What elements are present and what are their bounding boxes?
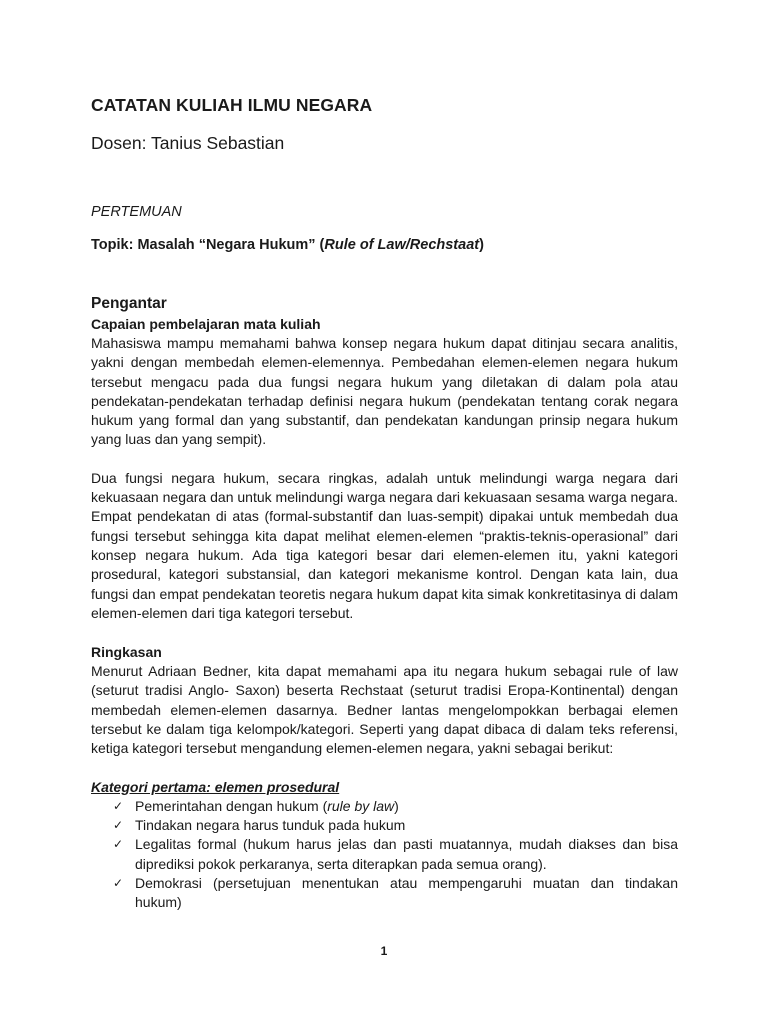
intro-paragraph: Mahasiswa mampu memahami bahwa konsep negara hukum dapat ditinjau secara analitis, yakni dengan membedah elemen-elemennya. Pembedahan elemen-elemen negara hukum tersebut mengacu pada dua fungsi negara hukum yang diletakan di dalam pola atau pendekatan-pendekatan terhadap definisi negara hukum (pendekatan tentang corak negara hukum yang formal dan yang substantif, dan pendekatan kandungan prinsip negara hukum yang luas dan yang sempit). <box>91 335 678 448</box>
topic-suffix: ) <box>479 237 484 253</box>
list-item-text: Tindakan negara harus tunduk pada hukum <box>135 816 406 833</box>
document-title: CATATAN KULIAH ILMU NEGARA <box>91 95 373 115</box>
checkmark-icon: ✓ <box>113 798 124 813</box>
topic-italic: Rule of Law/Rechstaat <box>324 237 480 253</box>
category-one-title: Kategori pertama: elemen prosedural <box>91 778 340 795</box>
meeting-label: PERTEMUAN <box>91 204 182 220</box>
document-page <box>91 92 678 912</box>
list-item-text <box>135 797 678 816</box>
item-italic: rule by law <box>327 797 395 814</box>
intro-paragraph: Dua fungsi negara hukum, secara ringkas, adalah untuk melindungi warga negara dari kekuasaan negara dan untuk melindungi warga negara dari kekuasaan sesama warga negara. Empat pendekatan di atas (formal-substantif dan luas-sempit) dipakai untuk membedah dua fungsi tersebut sehingga kita dapat melihat elemen-elemen “praktis-teknis-operasional” dari konsep negara hukum. Ada tiga kategori besar dari elemen-elemen itu, yakni kategori prosedural, kategori substansial, dan kategori mekanisme kontrol. Dengan kata lain, dua fungsi dan empat pendekatan teoretis negara hukum dapat kita simak konkretitasinya di dalam elemen-elemen dari tiga kategori tersebut. <box>91 469 678 621</box>
page-number: 1 <box>380 944 388 958</box>
checkmark-icon: ✓ <box>113 875 124 890</box>
summary-heading: Ringkasan <box>91 644 162 661</box>
topic-prefix: Topik: Masalah “Negara Hukum” ( <box>91 237 325 253</box>
intro-heading: Pengantar <box>91 295 167 312</box>
list-item <box>91 835 678 874</box>
checkmark-icon: ✓ <box>113 837 124 852</box>
category-one-list <box>91 797 678 913</box>
topic-line <box>91 235 678 255</box>
list-item <box>91 816 678 835</box>
list-item <box>91 874 678 913</box>
list-item-text: Demokrasi (persetujuan menentukan atau mempengaruhi muatan dan tindakan hukum) <box>135 874 678 911</box>
item-text: Pemerintahan dengan hukum ( <box>135 797 328 814</box>
list-item <box>91 797 678 816</box>
lecturer-name: Dosen: Tanius Sebastian <box>91 133 285 153</box>
learning-outcome-heading: Capaian pembelajaran mata kuliah <box>91 316 321 332</box>
list-item-text: Legalitas formal (hukum harus jelas dan pasti muatannya, mudah diakses dan bisa diprediksi pokok perkaranya, serta diterapkan pada semua orang). <box>135 836 678 872</box>
checkmark-icon: ✓ <box>113 817 124 832</box>
item-suffix: ) <box>394 797 399 814</box>
summary-paragraph: Menurut Adriaan Bedner, kita dapat memahami apa itu negara hukum sebagai rule of law (seturut tradisi Anglo- Saxon) beserta Rechstaat (seturut tradisi Eropa-Kontinental) dengan membedah elemen-elemen dasarnya. Bedner lantas mengelompokkan berbagai elemen tersebut ke dalam tiga kelompok/kategori. Seperti yang dapat dibaca di dalam teks referensi, ketiga kategori tersebut mengandung elemen-elemen negara, yakni sebagai berikut: <box>91 663 678 757</box>
